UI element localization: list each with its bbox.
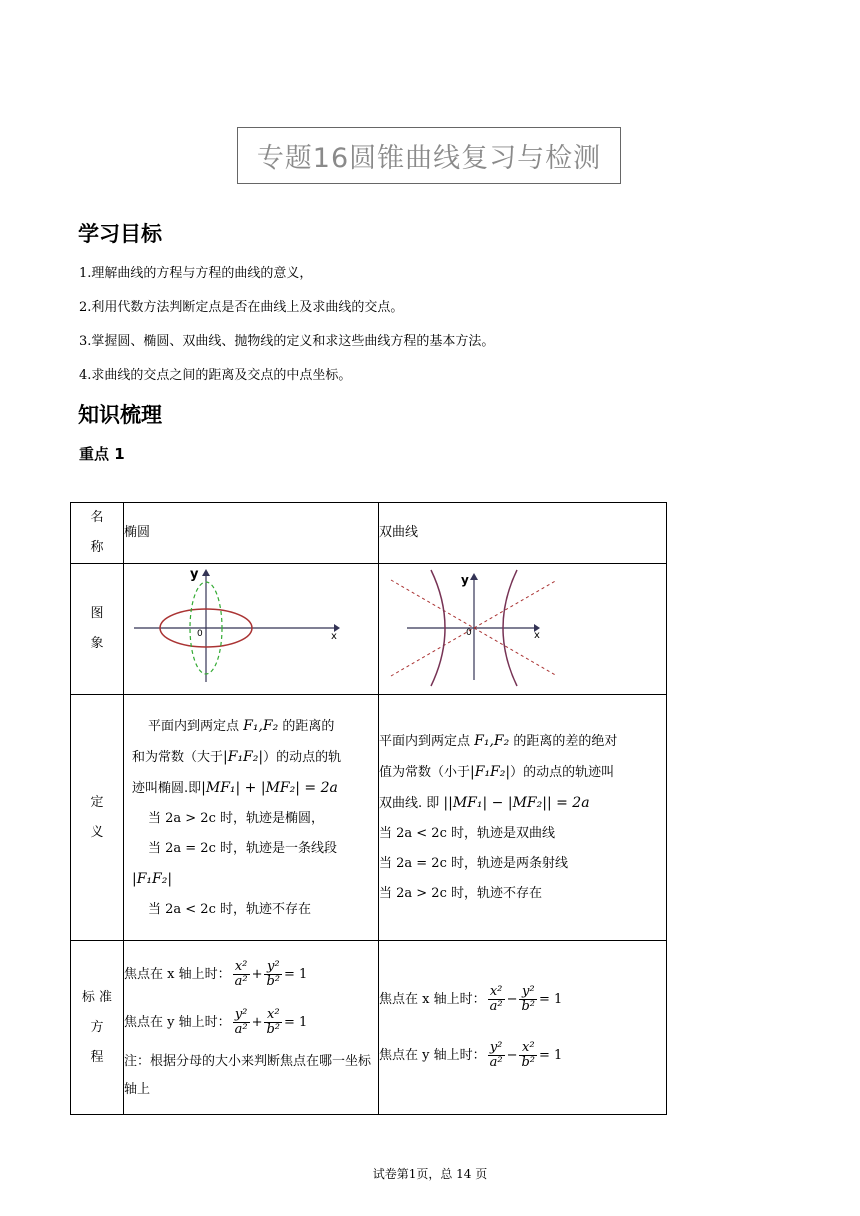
- fraction: [264, 960, 282, 989]
- definition-text: ）的动点的轨迹叫: [510, 765, 615, 780]
- origin-label: 0: [466, 628, 472, 638]
- definition-text: 的距离的: [278, 718, 335, 734]
- condition-text: 当 2a < 2c 时，轨迹是双曲线: [379, 826, 555, 841]
- condition-text: 当 2a > 2c 时，轨迹不存在: [379, 886, 542, 901]
- operator: −: [506, 991, 518, 1007]
- section-heading-review: 知识梳理: [78, 403, 162, 427]
- denominator: b²: [266, 974, 281, 989]
- denominator: a²: [489, 999, 503, 1014]
- equation-prefix: 焦点在 y 轴上时：: [379, 1047, 486, 1063]
- origin-label: 0: [197, 629, 203, 639]
- row-label-text: 定: [90, 794, 104, 810]
- cell-hyperbola-equation: [379, 941, 667, 1115]
- axis-y-label: y: [190, 567, 199, 582]
- fraction: [488, 1041, 505, 1070]
- table-row: [71, 941, 667, 1115]
- row-label-text: 义: [90, 824, 104, 840]
- table-row: [71, 564, 667, 695]
- row-label-text: 象: [90, 636, 104, 651]
- comparison-table: [70, 502, 667, 1115]
- row-label-name: [71, 503, 124, 564]
- definition-text: ）的动点的轨: [263, 749, 342, 765]
- numerator: y²: [264, 960, 282, 975]
- numerator: y²: [233, 1008, 250, 1023]
- note-text: 注：根据分母的大小来判断焦点在哪一坐标轴上: [124, 1053, 372, 1097]
- fraction: [264, 1008, 282, 1037]
- denominator: b²: [521, 1055, 536, 1070]
- row-label-text: 标 准: [81, 989, 113, 1005]
- math-focal-distance: |F₁F₂|: [132, 870, 173, 887]
- operator: +: [251, 1014, 263, 1030]
- numerator: x²: [233, 960, 250, 975]
- row-label-text: 图: [90, 606, 104, 621]
- definition-text: 双曲线. 即: [379, 796, 444, 811]
- subheading-key-point: 重点 1: [79, 445, 125, 463]
- equals-one: = 1: [539, 1047, 563, 1063]
- numerator: x²: [519, 1041, 537, 1056]
- cell-ellipse-figure: [124, 564, 379, 695]
- definition-text: 平面内到两定点: [148, 718, 244, 734]
- goal-item: 2.利用代数方法判断定点是否在曲线上及求曲线的交点。: [79, 300, 404, 315]
- numerator: x²: [488, 985, 505, 1000]
- condition-text: 当 2a < 2c 时，轨迹不存在: [148, 901, 311, 917]
- table-row: [71, 695, 667, 941]
- row-label-definition: [71, 695, 124, 941]
- row-label-equation: [71, 941, 124, 1115]
- goal-item: 1.理解曲线的方程与方程的曲线的意义，: [79, 266, 313, 281]
- cell-ellipse-definition: [124, 695, 379, 941]
- condition-text: 当 2a = 2c 时，轨迹是一条线段: [148, 840, 337, 856]
- fraction: [519, 985, 537, 1014]
- ellipse-figure: [124, 564, 379, 690]
- page-title: 专题16圆锥曲线复习与检测: [256, 143, 602, 174]
- math-formula: |MF₁| + |MF₂| = 2a: [201, 779, 338, 796]
- page-footer: 试卷第1页，总 14 页: [372, 1167, 488, 1181]
- cell-hyperbola-definition: [379, 695, 667, 941]
- goal-item: 4.求曲线的交点之间的距离及交点的中点坐标。: [79, 368, 352, 383]
- fraction: [488, 985, 505, 1014]
- fraction: [519, 1041, 537, 1070]
- denominator: a²: [489, 1055, 503, 1070]
- definition-text: 值为常数（小于: [379, 765, 471, 780]
- cell-ellipse-name: 椭圆: [124, 503, 379, 564]
- table-row: [71, 503, 667, 564]
- equals-one: = 1: [284, 1014, 308, 1030]
- hyperbola-figure: [379, 564, 667, 690]
- math-formula: ||MF₁| − |MF₂|| = 2a: [443, 795, 590, 811]
- equals-one: = 1: [539, 991, 563, 1007]
- denominator: b²: [521, 999, 536, 1014]
- section-heading-goals: 学习目标: [78, 222, 162, 246]
- cell-hyperbola-name: 双曲线: [379, 503, 667, 564]
- row-label-text: 名: [90, 510, 104, 525]
- math-focal-distance: |F₁F₂|: [470, 764, 511, 780]
- definition-text: 的距离的差的绝对: [509, 734, 618, 749]
- axis-y-label: y: [461, 573, 469, 587]
- math-foci: F₁,F₂: [474, 733, 510, 749]
- fraction: [233, 960, 250, 989]
- denominator: a²: [234, 1022, 248, 1037]
- numerator: x²: [264, 1008, 282, 1023]
- y-axis-arrow: [202, 569, 210, 576]
- axis-x-label: x: [534, 630, 540, 641]
- condition-text: 当 2a = 2c 时，轨迹是两条射线: [379, 856, 568, 871]
- operator: +: [251, 966, 263, 982]
- equation-prefix: 焦点在 x 轴上时：: [379, 991, 486, 1007]
- denominator: a²: [234, 974, 248, 989]
- equation-prefix: 焦点在 y 轴上时：: [124, 1014, 231, 1030]
- denominator: b²: [266, 1022, 281, 1037]
- row-label-image: [71, 564, 124, 695]
- row-label-text: 方: [90, 1019, 104, 1035]
- definition-text: 平面内到两定点: [379, 734, 475, 749]
- definition-text: 迹叫椭圆.即: [132, 780, 202, 796]
- equation-prefix: 焦点在 x 轴上时：: [124, 966, 231, 982]
- definition-text: 和为常数（大于: [132, 749, 224, 765]
- condition-text: 当 2a > 2c 时，轨迹是椭圆，: [148, 810, 324, 826]
- goal-item: 3.掌握圆、椭圆、双曲线、抛物线的定义和求这些曲线方程的基本方法。: [79, 334, 495, 349]
- operator: −: [506, 1047, 518, 1063]
- cell-hyperbola-figure: [379, 564, 667, 695]
- equals-one: = 1: [284, 966, 308, 982]
- math-focal-distance: |F₁F₂|: [223, 748, 264, 765]
- axis-x-label: x: [331, 631, 337, 642]
- cell-ellipse-equation: [124, 941, 379, 1115]
- numerator: y²: [519, 985, 537, 1000]
- title-box: [237, 127, 621, 184]
- y-axis-arrow: [470, 573, 478, 580]
- numerator: y²: [488, 1041, 505, 1056]
- row-label-text: 程: [90, 1049, 104, 1065]
- math-foci: F₁,F₂: [243, 717, 279, 734]
- fraction: [233, 1008, 250, 1037]
- row-label-text: 称: [90, 540, 104, 555]
